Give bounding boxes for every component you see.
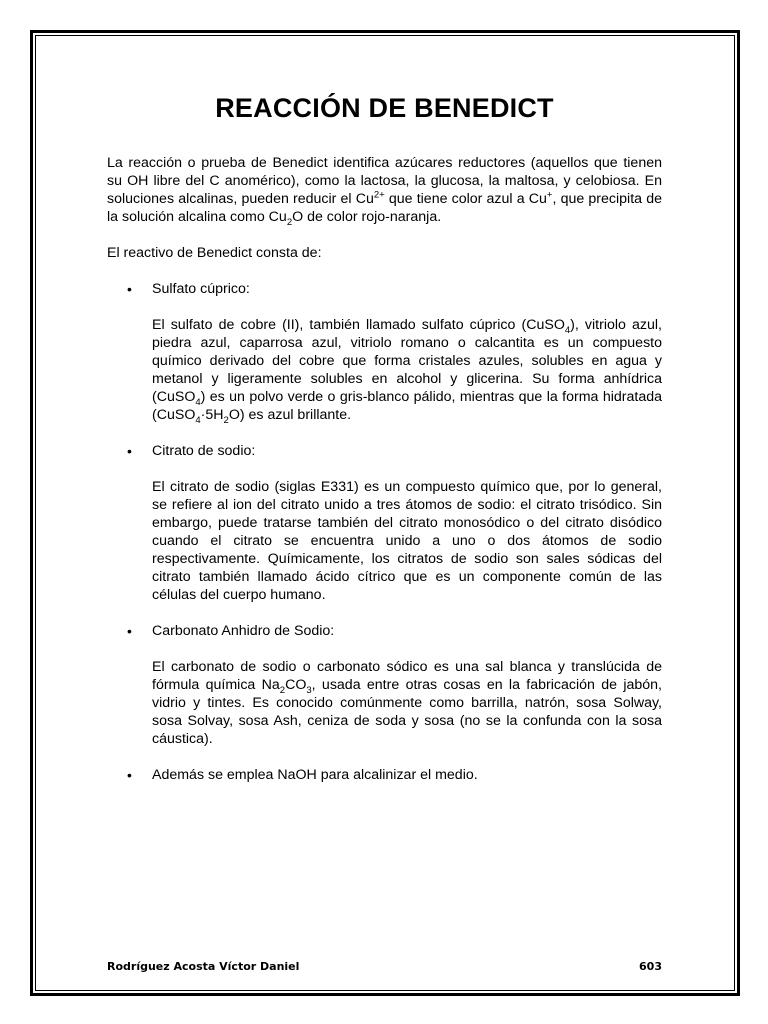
footer-author: Rodríguez Acosta Víctor Daniel <box>107 960 300 973</box>
item-heading: Carbonato Anhidro de Sodio: <box>152 623 335 639</box>
page-footer <box>107 960 662 973</box>
reagent-list <box>107 280 662 784</box>
bullet-icon: • <box>127 623 132 639</box>
item-heading: Citrato de sodio: <box>152 443 256 459</box>
item-heading: Sulfato cúprico: <box>152 281 250 297</box>
list-item-naoh <box>107 766 662 784</box>
document-body <box>107 88 662 802</box>
footer-page-number: 603 <box>639 960 662 973</box>
intro-paragraph: La reacción o prueba de Benedict identifica azúcares reductores (aquellos que tienen su OH libre del C anomérico), como la lactosa, la glucosa, la maltosa, y celobiosa. En soluciones alcalinas, pueden reducir el $Cu^{2+}$ que tiene color azul a Cu+, que precipita de la solución alcalina como $Cu_2O$ de color rojo-naranja. <box>107 155 662 228</box>
item-description: El sulfato de cobre (II), también llamado sulfato cúprico (CuSO$_4$), vitriolo azul, piedra azul, caparrosa azul, vitriolo romano o calcantita es un compuesto químico derivado del cobre que forma cristales azules, solubles en agua y metanol y ligeramente solubles en alcohol y glicerina. Su forma anhídrica (CuSO$_4$) es un polvo verde o gris-blanco pálido, mientras que la forma hidratada $(CuSO_4\cdot 5H_2O)$ es azul brillante. <box>152 317 662 426</box>
bullet-icon: • <box>127 767 132 783</box>
list-item-citrato <box>107 442 662 604</box>
bullet-icon: • <box>127 443 132 459</box>
item-heading: Además se emplea NaOH para alcalinizar el medio. <box>152 767 478 783</box>
list-item-sulfato <box>107 280 662 424</box>
item-description: El citrato de sodio (siglas E331) es un compuesto químico que, por lo general, se refiere al ion del citrato unido a tres átomos de sodio: el citrato trisódico. Sin embargo, puede tratarse también del citrato monosódico o del citrato disódico cuando el citrato se encuentra unido a uno o dos átomos de sodio respectivamente. Químicamente, los citratos de sodio son sales sódicas del citrato también llamado ácido cítrico que es un componente común de las células del cuerpo humano. <box>152 479 662 603</box>
list-item-carbonato <box>107 622 662 748</box>
reagent-intro: El reactivo de Benedict consta de: <box>107 245 322 261</box>
bullet-icon: • <box>127 281 132 297</box>
item-description: El carbonato de sodio o carbonato sódico es una sal blanca y translúcida de fórmula química $Na_2CO_3$, usada entre otras cosas en la fabricación de jabón, vidrio y tintes. Es conocido comúnmente como barrilla, natrón, sosa Solway, sosa Solvay, sosa Ash, ceniza de soda y sosa (no se la confunda con la sosa cáustica). <box>152 659 662 747</box>
document-title: REACCIÓN DE BENEDICT <box>215 93 554 123</box>
